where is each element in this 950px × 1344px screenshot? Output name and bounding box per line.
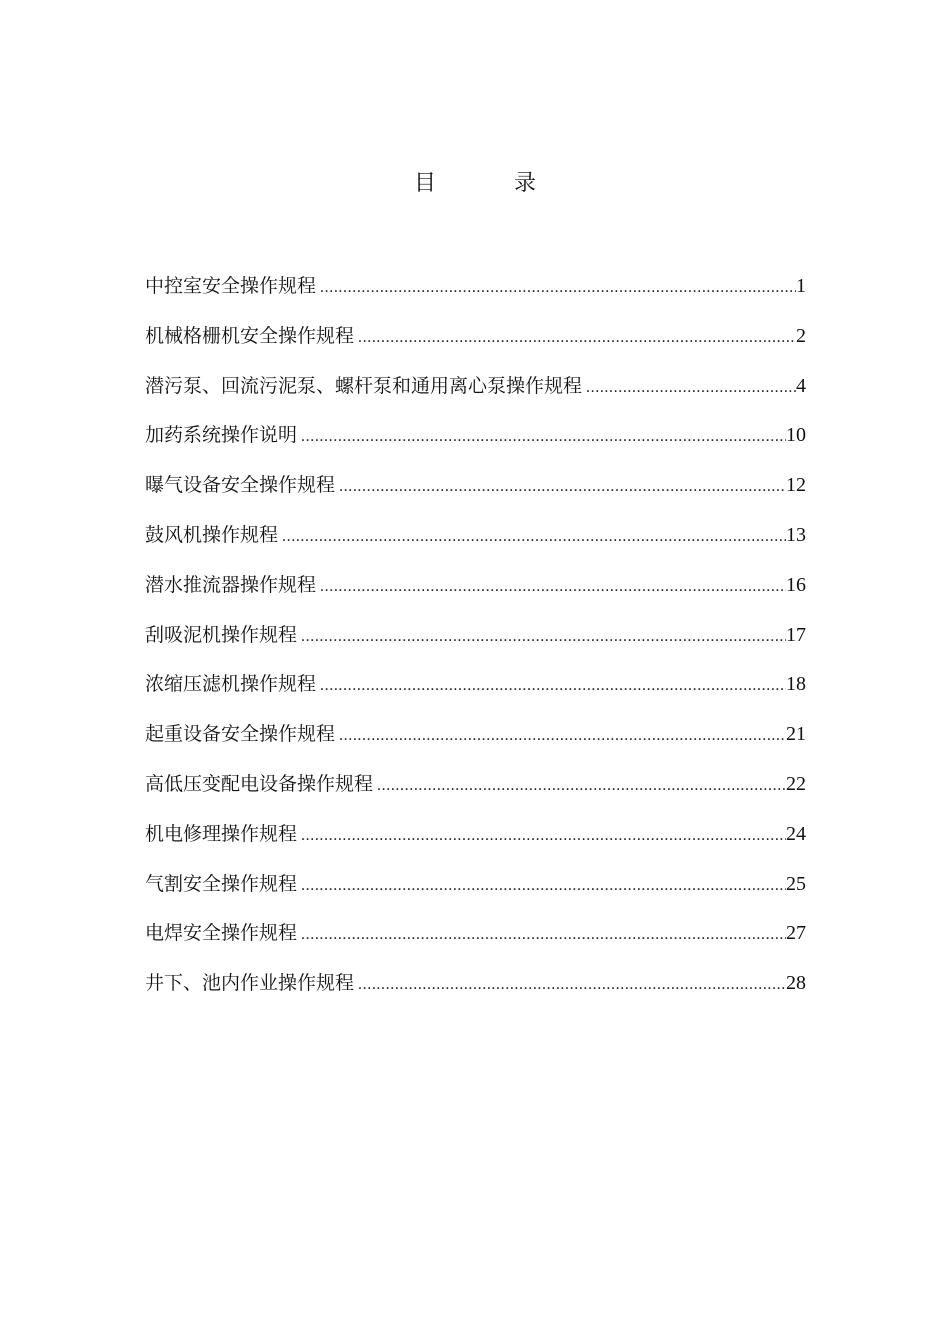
- toc-dot-leader: [282, 519, 786, 555]
- toc-entry-title: 潜水推流器操作规程: [145, 573, 317, 596]
- toc-page-number: 1: [796, 275, 806, 297]
- toc-dot-leader: [358, 967, 786, 1003]
- toc-page-number: 17: [786, 623, 806, 646]
- toc-entry[interactable]: [145, 268, 806, 318]
- toc-list: [145, 268, 806, 1015]
- toc-page-number: 12: [786, 474, 806, 497]
- toc-entry-title: 气割安全操作规程: [145, 872, 298, 895]
- toc-page-number: 22: [786, 772, 806, 795]
- toc-entry-title: 机械格栅机安全操作规程: [145, 324, 355, 347]
- toc-entry[interactable]: [145, 866, 806, 916]
- toc-entry-title: 浓缩压滤机操作规程: [145, 673, 317, 696]
- toc-page-number: 27: [786, 922, 806, 945]
- toc-entry-title: 加药系统操作说明: [145, 424, 298, 447]
- toc-dot-leader: [301, 818, 786, 854]
- toc-entry-title: 起重设备安全操作规程: [145, 723, 336, 746]
- toc-page-number: 16: [786, 573, 806, 596]
- toc-dot-leader: [339, 718, 786, 754]
- toc-entry-title: 电焊安全操作规程: [145, 922, 298, 945]
- toc-entry[interactable]: [145, 567, 806, 617]
- toc-entry-title: 井下、池内作业操作规程: [145, 972, 355, 995]
- toc-dot-leader: [301, 419, 786, 455]
- toc-entry[interactable]: [145, 965, 806, 1015]
- toc-entry[interactable]: [145, 617, 806, 667]
- toc-dot-leader: [301, 868, 786, 904]
- toc-dot-leader: [377, 768, 786, 804]
- toc-entry-title: 曝气设备安全操作规程: [145, 474, 336, 497]
- toc-page-number: 2: [796, 324, 806, 347]
- toc-entry[interactable]: [145, 766, 806, 816]
- toc-entry-title: 潜污泵、回流污泥泵、螺杆泵和通用离心泵操作规程: [145, 374, 583, 397]
- toc-entry[interactable]: [145, 517, 806, 567]
- toc-entry[interactable]: [145, 915, 806, 965]
- toc-dot-leader: [320, 668, 786, 704]
- toc-page-number: 13: [786, 523, 806, 546]
- toc-page-number: 10: [786, 424, 806, 447]
- toc-dot-leader: [320, 569, 786, 605]
- toc-dot-leader: [320, 270, 796, 306]
- toc-entry[interactable]: [145, 716, 806, 766]
- toc-dot-leader: [301, 619, 786, 655]
- toc-page-number: 4: [796, 374, 806, 397]
- toc-entry-title: 中控室安全操作规程: [145, 275, 317, 297]
- toc-entry[interactable]: [145, 666, 806, 716]
- toc-entry[interactable]: [145, 318, 806, 368]
- toc-entry[interactable]: [145, 417, 806, 467]
- toc-dot-leader: [339, 469, 786, 505]
- toc-entry-title: 刮吸泥机操作规程: [145, 623, 298, 646]
- toc-entry[interactable]: [145, 368, 806, 418]
- toc-entry[interactable]: [145, 816, 806, 866]
- toc-page-number: 21: [786, 723, 806, 746]
- toc-page-number: 24: [786, 822, 806, 845]
- toc-dot-leader: [358, 320, 796, 356]
- toc-page-number: 25: [786, 872, 806, 895]
- toc-entry[interactable]: [145, 467, 806, 517]
- toc-page-number: 18: [786, 673, 806, 696]
- toc-title: 目 录: [413, 171, 564, 196]
- toc-dot-leader: [301, 917, 786, 953]
- toc-dot-leader: [586, 370, 796, 406]
- toc-entry-title: 高低压变配电设备操作规程: [145, 772, 374, 795]
- toc-entry-title: 鼓风机操作规程: [145, 523, 279, 546]
- toc-entry-title: 机电修理操作规程: [145, 822, 298, 845]
- toc-page-number: 28: [786, 972, 806, 995]
